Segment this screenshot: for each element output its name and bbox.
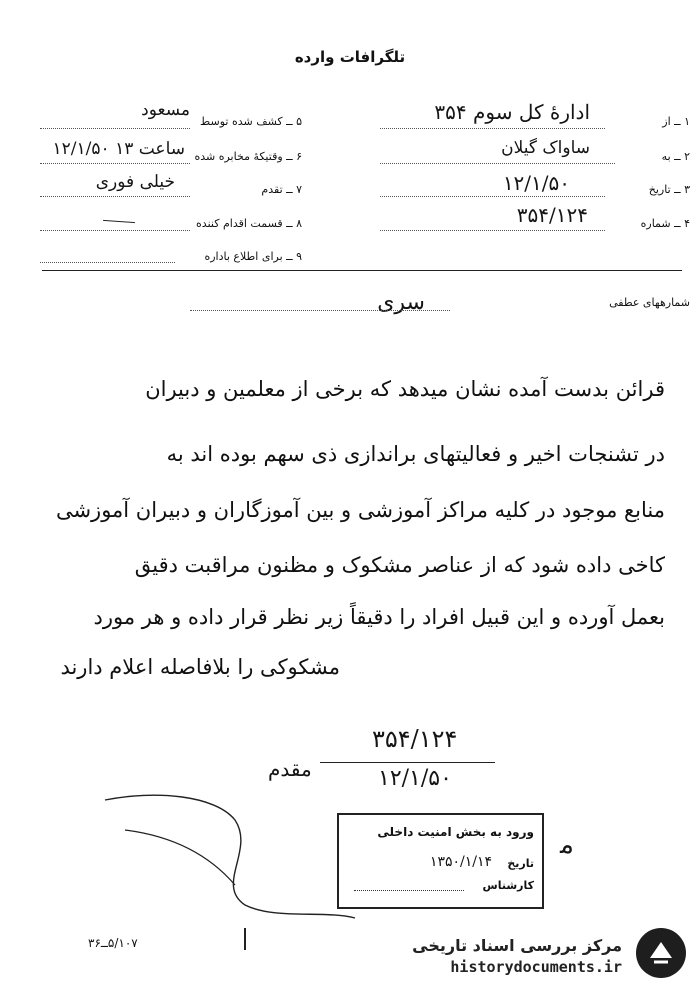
document-title: تلگرافات وارده	[294, 48, 406, 66]
margin-initial-mark: ﻣ	[560, 830, 574, 860]
margin-tick-mark	[244, 928, 246, 950]
field-date-label: ۳ ــ تاریخ	[648, 183, 690, 196]
field-inform-label: ۹ ــ برای اطلاع باداره	[204, 250, 302, 263]
stamp-title: ورود به بخش امنیت داخلی	[377, 825, 534, 839]
field-decoded-by-line	[40, 128, 190, 129]
body-line-5: بعمل آورده و این قبیل افراد را دقیقاً زیر نظر قرار داده و هر مورد	[93, 605, 665, 629]
field-action-dash	[103, 220, 135, 223]
reference-numbers-label: شمارههای عطفی	[609, 296, 690, 309]
entry-stamp	[337, 813, 544, 909]
field-from-value: ادارۀ کل سوم ۳۵۴	[434, 100, 590, 124]
reference-line	[190, 310, 450, 311]
body-line-4: کاخی داده شود که از عناصر مشکوک و مظنون مراقبت دقیق	[134, 553, 665, 577]
body-line-1: قرائن بدست آمده نشان میدهد که برخی از معلمین و دبیران	[145, 377, 665, 401]
body-line-3: منابع موجود در کلیه مراکز آموزشی و بین آموزگاران و دبیران آموزشی	[55, 498, 665, 522]
archive-logo-url: historydocuments.ir	[450, 958, 622, 976]
footer-signer: مقدم	[268, 757, 312, 781]
stamp-receiver-line	[354, 890, 464, 891]
field-number-line	[380, 230, 605, 231]
field-date-line	[380, 196, 605, 197]
field-transmitted-value: ساعت ۱۳ ۱۲/۱/۵۰	[52, 139, 185, 159]
archive-logo-title: مرکز بررسی اسناد تاریخی	[412, 936, 622, 955]
document-code: ۵/۱۰۷ــ۳۶	[88, 936, 138, 950]
field-to-label: ۲ ــ به	[661, 150, 690, 163]
field-priority-label: ۷ ــ تقدم	[261, 183, 302, 196]
field-from-line	[380, 128, 605, 129]
stamp-date-value: ۱۳۵۰/۱/۱۴	[429, 854, 492, 870]
field-priority-value: خیلی فوری	[95, 172, 175, 192]
footer-rule	[320, 762, 495, 763]
field-from-label: ۱ ــ از	[662, 115, 690, 128]
field-transmitted-label: ۶ ــ وقتیکۀ مخابره شده	[194, 150, 302, 163]
body-line-2: در تشنجات اخیر و فعالیتهای براندازی ذی سهم بوده اند به	[166, 442, 665, 466]
field-decoded-by-value: مسعود	[141, 100, 190, 120]
field-action-label: ۸ ــ قسمت اقدام کننده	[196, 217, 302, 230]
field-number-value: ۳۵۴/۱۲۴	[516, 203, 588, 227]
field-transmitted-line	[40, 163, 190, 164]
field-to-value: ساواک گیلان	[501, 138, 590, 158]
stamp-date-label: تاریخ	[507, 857, 534, 870]
field-priority-line	[40, 196, 190, 197]
header-divider	[42, 270, 682, 271]
field-number-label: ۴ ــ شماره	[640, 217, 690, 230]
body-line-6: مشکوکی را بلافاصله اعلام دارند	[60, 655, 340, 679]
field-decoded-by-label: ۵ ــ کشف شده توسط	[200, 115, 302, 128]
field-inform-line	[40, 262, 175, 263]
stamp-receiver-label: کارشناس	[482, 879, 534, 892]
field-date-value: ۱۲/۱/۵۰	[502, 171, 570, 195]
field-action-line	[40, 230, 190, 231]
classification-mark: سری	[377, 290, 425, 315]
field-to-line	[380, 163, 615, 164]
footer-date: ۱۲/۱/۵۰	[378, 766, 452, 791]
footer-number: ۳۵۴/۱۲۴	[372, 725, 458, 753]
signature-scribble	[95, 790, 365, 930]
archive-logo-icon	[636, 928, 686, 978]
